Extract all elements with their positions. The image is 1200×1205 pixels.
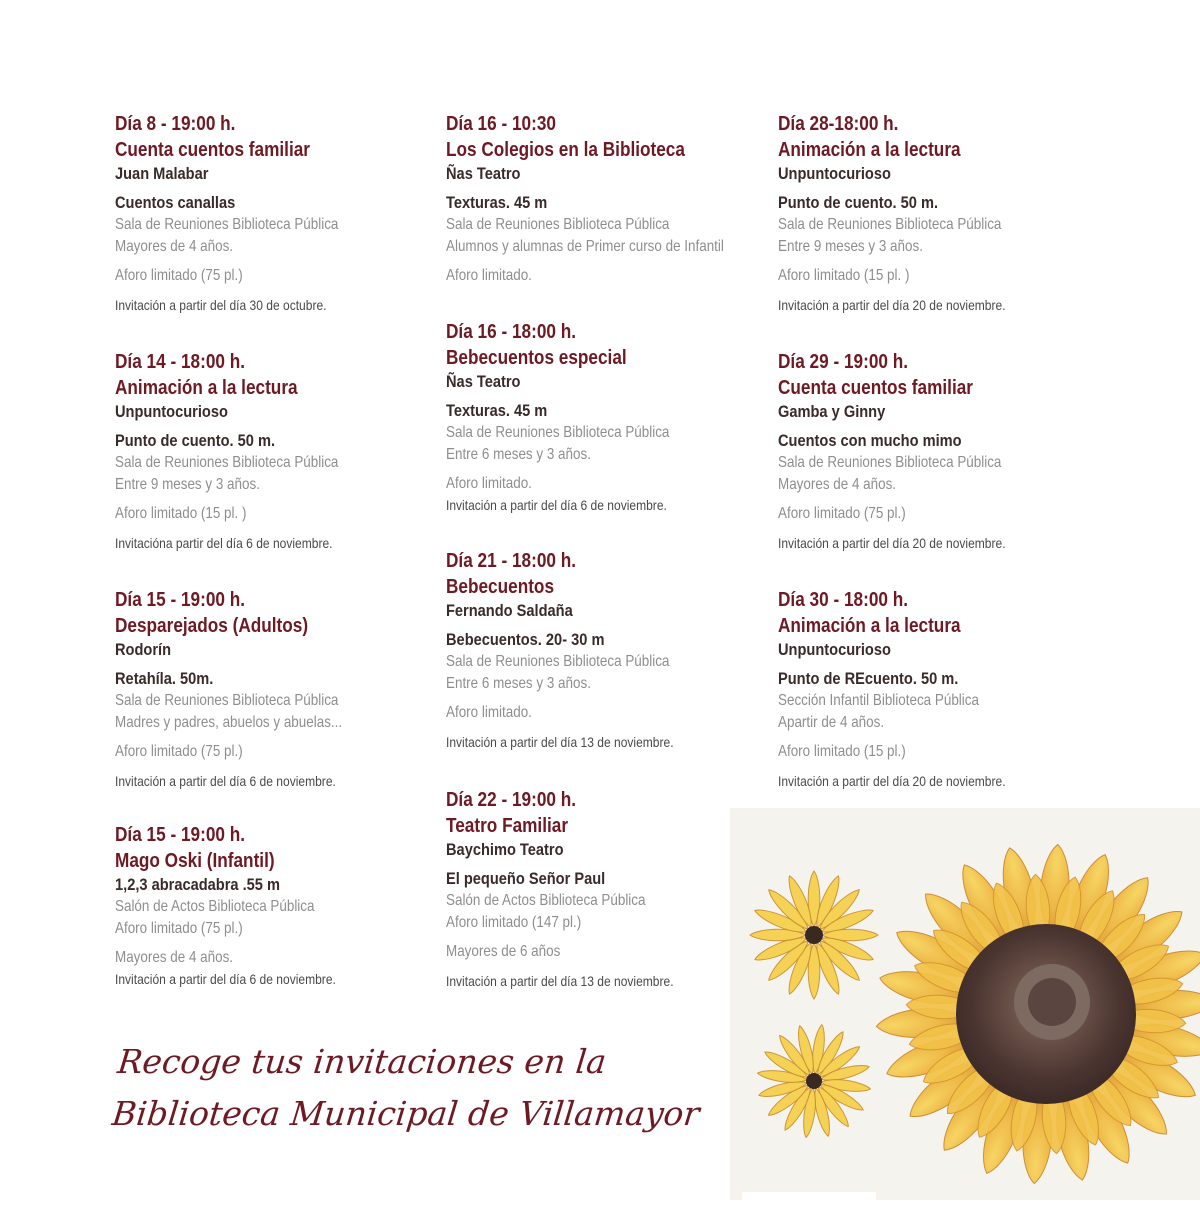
event-invitation: Invitación a partir del día 20 de noviembre. [778,773,1006,789]
event-company: 1,2,3 abracadabra .55 m [115,875,280,894]
event-show: Bebecuentos. 20- 30 m [446,630,605,649]
event-show: Texturas. 45 m [446,193,548,212]
event-day-14 [115,349,381,553]
event-audience: Mayores de 4 años. [115,949,234,966]
event-company: Baychimo Teatro [446,840,564,859]
event-invitation: Invitación a partir del día 13 de noviembre. [446,734,674,750]
event-title: Teatro Familiar [446,815,569,837]
event-company: Unpuntocurioso [778,640,891,659]
event-date: Día 16 - 18:00 h. [446,321,577,343]
event-capacity: Aforo limitado (75 pl.) [115,267,243,284]
event-show: El pequeño Señor Paul [446,869,606,888]
event-audience: Mayores de 4 años. [115,238,234,255]
event-title: Animación a la lectura [115,377,298,399]
event-show: Cuentos canallas [115,193,236,212]
event-capacity: Aforo limitado (75 pl.) [778,505,906,522]
event-day-16-bebecuentos [446,319,712,515]
sunflower-illustration [730,808,1200,1200]
event-venue: Sala de Reuniones Biblioteca Pública [446,653,670,670]
event-invitation: Invitacióna partir del día 6 de noviembre. [115,535,333,551]
event-date: Día 22 - 19:00 h. [446,789,577,811]
event-day-16-schools [446,111,777,287]
event-capacity: Aforo limitado. [446,267,532,284]
event-title: Mago Oski (Infantil) [115,850,275,872]
event-invitation: Invitación a partir del día 20 de noviembre. [778,297,1006,313]
event-audience: Entre 6 meses y 3 años. [446,675,591,692]
event-capacity: Aforo limitado. [446,475,532,492]
event-venue: Sala de Reuniones Biblioteca Pública [115,692,339,709]
event-title: Animación a la lectura [778,615,961,637]
event-title: Los Colegios en la Biblioteca [446,139,685,161]
event-company: Juan Malabar [115,164,209,183]
event-day-22 [446,787,711,991]
event-invitation: Invitación a partir del día 13 de noviembre. [446,973,674,989]
event-company: Unpuntocurioso [778,164,891,183]
event-invitation: Invitación a partir del día 6 de noviembre. [446,497,667,513]
event-invitation: Invitación a partir del día 6 de noviembre. [115,773,336,789]
event-title: Bebecuentos especial [446,347,627,369]
event-audience: Alumnos y alumnas de Primer curso de Infantil [446,238,724,255]
event-capacity: Aforo limitado (75 pl.) [115,743,243,760]
white-patch [742,1192,876,1200]
event-capacity: Aforo limitado (15 pl.) [778,743,906,760]
event-day-29 [778,349,1044,553]
event-audience: Apartir de 4 años. [778,714,885,731]
event-company: Ñas Teatro [446,372,521,391]
event-invitation: Invitación a partir del día 6 de noviembre. [115,971,336,987]
event-date: Día 29 - 19:00 h. [778,351,909,373]
event-title: Cuenta cuentos familiar [115,139,310,161]
event-venue: Sala de Reuniones Biblioteca Pública [115,216,339,233]
event-audience: Entre 6 meses y 3 años. [446,446,591,463]
event-day-8 [115,111,381,315]
event-capacity: Aforo limitado. [446,704,532,721]
slogan-line-1: Recoge tus invitaciones en la [115,1042,609,1081]
event-show: Punto de cuento. 50 m. [778,193,939,212]
event-capacity: Aforo limitado (15 pl. ) [115,505,247,522]
event-company: Gamba y Ginny [778,402,886,421]
event-day-15-kids [115,822,372,989]
event-invitation: Invitación a partir del día 20 de noviembre. [778,535,1006,551]
event-date: Día 15 - 19:00 h. [115,824,246,846]
event-venue: Sección Infantil Biblioteca Pública [778,692,979,709]
event-title: Bebecuentos [446,576,555,598]
event-company: Unpuntocurioso [115,402,228,421]
sunflower-icon [730,808,1200,1200]
event-show: Texturas. 45 m [446,401,548,420]
event-show: Cuentos con mucho mimo [778,431,962,450]
event-audience: Madres y padres, abuelos y abuelas... [115,714,343,731]
event-audience: Mayores de 6 años [446,943,561,960]
event-venue: Sala de Reuniones Biblioteca Pública [778,454,1002,471]
event-date: Día 16 - 10:30 [446,113,556,135]
event-day-30 [778,587,1043,791]
event-company: Fernando Saldaña [446,601,573,620]
event-date: Día 30 - 18:00 h. [778,589,909,611]
event-venue: Sala de Reuniones Biblioteca Pública [446,424,670,441]
event-day-21 [446,548,712,752]
event-venue: Sala de Reuniones Biblioteca Pública [446,216,670,233]
event-date: Día 14 - 18:00 h. [115,351,246,373]
event-company: Rodorín [115,640,172,659]
event-day-15-adults [115,587,385,791]
event-date: Día 15 - 19:00 h. [115,589,246,611]
event-title: Desparejados (Adultos) [115,615,309,637]
event-capacity: Aforo limitado (15 pl. ) [778,267,910,284]
event-capacity-line: Aforo limitado (147 pl.) [446,914,582,931]
event-invitation: Invitación a partir del día 30 de octubre. [115,297,327,313]
event-title: Cuenta cuentos familiar [778,377,973,399]
event-venue: Sala de Reuniones Biblioteca Pública [778,216,1002,233]
event-audience: Entre 9 meses y 3 años. [115,476,260,493]
event-show: Punto de REcuento. 50 m. [778,669,959,688]
event-day-28 [778,111,1044,315]
event-company: Ñas Teatro [446,164,521,183]
event-venue: Sala de Reuniones Biblioteca Pública [115,454,339,471]
event-venue: Salón de Actos Biblioteca Pública [115,898,315,915]
event-audience: Mayores de 4 años. [778,476,897,493]
event-show: Punto de cuento. 50 m. [115,431,276,450]
event-date: Día 28-18:00 h. [778,113,899,135]
event-capacity-line: Aforo limitado (75 pl.) [115,920,243,937]
event-title: Animación a la lectura [778,139,961,161]
event-date: Día 21 - 18:00 h. [446,550,577,572]
event-venue: Salón de Actos Biblioteca Pública [446,892,646,909]
event-show: Retahíla. 50m. [115,669,214,688]
event-date: Día 8 - 19:00 h. [115,113,236,135]
event-audience: Entre 9 meses y 3 años. [778,238,923,255]
invitation-slogan [110,1036,708,1140]
slogan-line-2: Biblioteca Municipal de Villamayor [110,1094,702,1133]
